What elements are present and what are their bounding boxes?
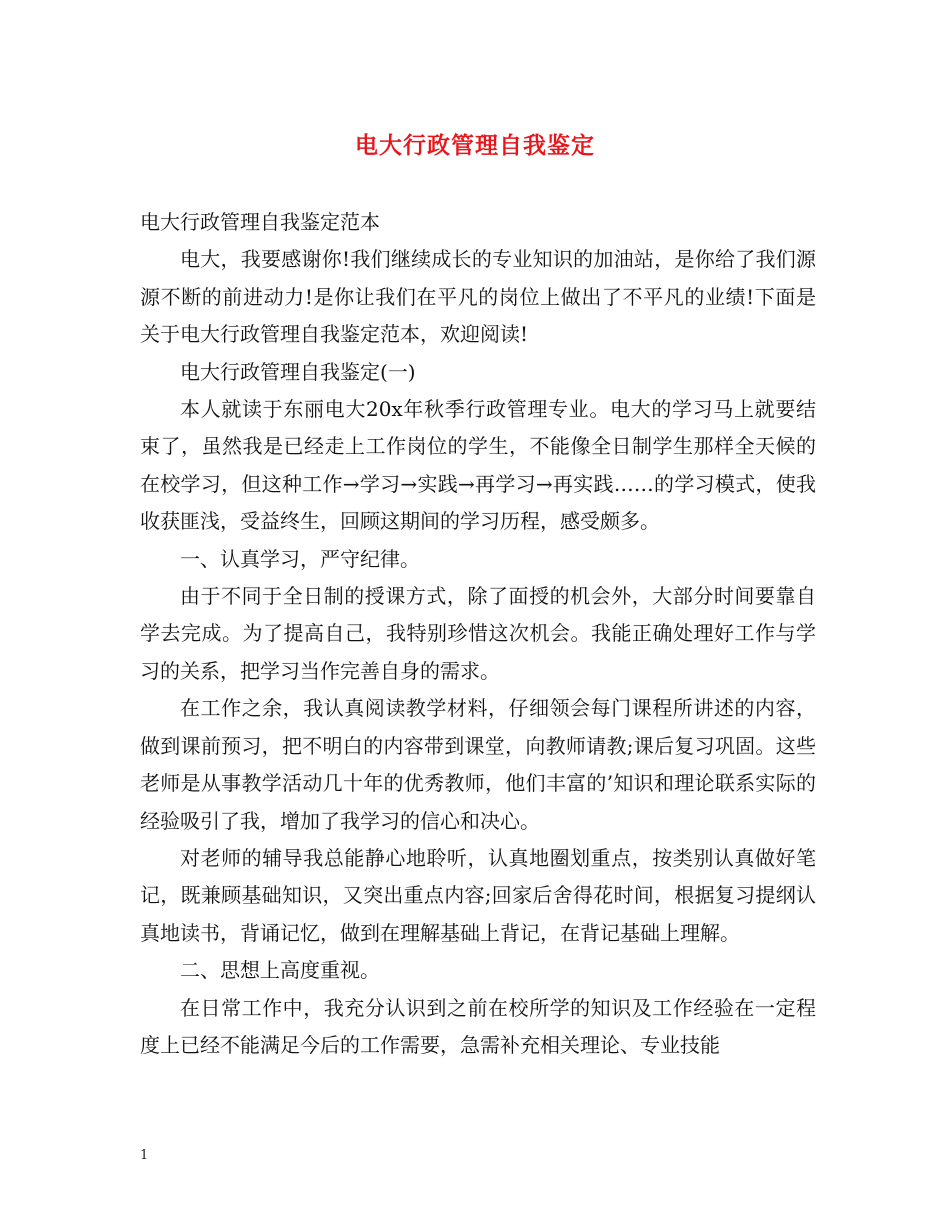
body-paragraph: 在工作之余，我认真阅读教学材料，仔细领会每门课程所讲述的内容，做到课前预习，把不明白的内容带到课堂，向教师请教;课后复习巩固。这些老师是从事教学活动几十年的优秀教师，他们丰富的’知识和理论联系实际的经验吸引了我，增加了我学习的信心和决心。 xyxy=(140,696,816,833)
body-paragraph: 对老师的辅导我总能静心地聆听，认真地圈划重点，按类别认真做好笔记，既兼顾基础知识，又突出重点内容;回家后舍得花时间，根据复习提纲认真地读书，背诵记忆，做到在理解基础上背记，在背记基础上理解。 xyxy=(140,845,816,945)
body-paragraph: 本人就读于东丽电大20x年秋季行政管理专业。电大的学习马上就要结束了，虽然我是已经走上工作岗位的学生，不能像全日制学生那样全天候的在校学习，但这种工作→学习→实践→再学习→再实践……的学习模式，使我收获匪浅，受益终生，回顾这期间的学习历程，感受颇多。 xyxy=(140,397,816,534)
subtitle-paragraph: 电大行政管理自我鉴定范本 xyxy=(140,210,380,234)
body-paragraph: 电大行政管理自我鉴定(一) xyxy=(180,359,416,384)
body-paragraph: 一、认真学习，严守纪律。 xyxy=(180,546,420,571)
body-paragraph: 电大，我要感谢你!我们继续成长的专业知识的加油站，是你给了我们源源不断的前进动力!是你让我们在平凡的岗位上做出了不平凡的业绩!下面是关于电大行政管理自我鉴定范本，欢迎阅读! xyxy=(140,247,816,347)
document-body xyxy=(140,204,816,1064)
document-title: 电大行政管理自我鉴定 xyxy=(355,132,595,159)
page-number: 1 xyxy=(140,1148,149,1163)
body-paragraph: 由于不同于全日制的授课方式，除了面授的机会外，大部分时间要靠自学去完成。为了提高自己，我特别珍惜这次机会。我能正确处理好工作与学习的关系，把学习当作完善自身的需求。 xyxy=(140,584,816,683)
body-paragraph: 二、思想上高度重视。 xyxy=(180,958,380,983)
body-paragraph: 在日常工作中，我充分认识到之前在校所学的知识及工作经验在一定程度上已经不能满足今后的工作需要，急需补充相关理论、专业技能 xyxy=(140,995,816,1057)
